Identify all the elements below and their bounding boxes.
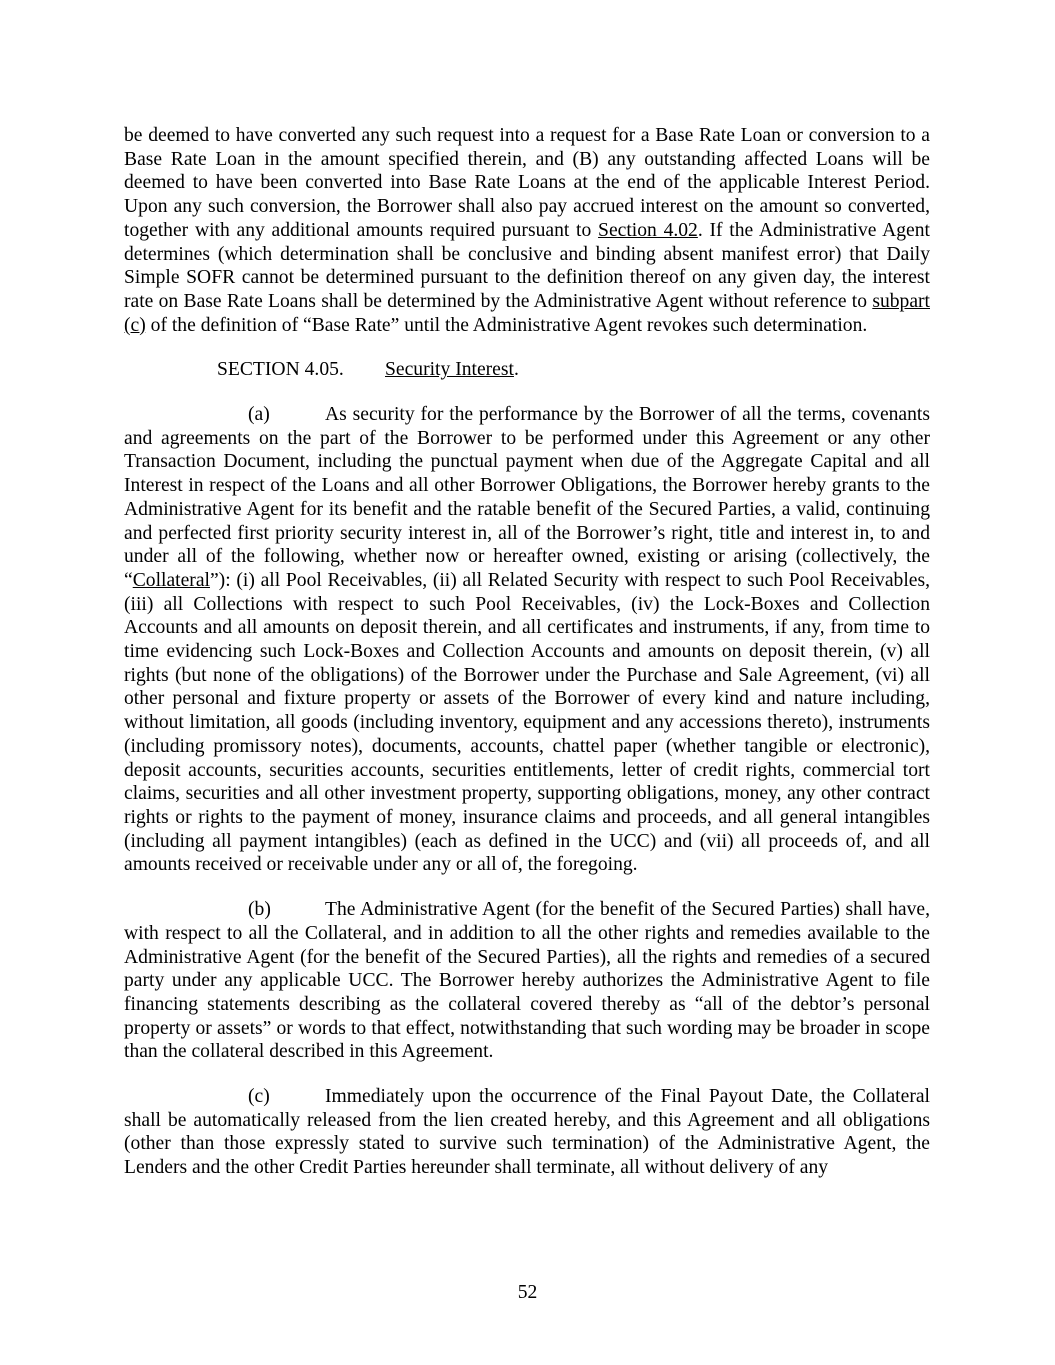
document-page	[124, 124, 930, 1201]
section-number: SECTION 4.05.	[217, 359, 344, 381]
text-segment: be deemed to have converted any such request into a request for a Base Rate Loan or conversion to a Base Rate Loan in the amount specified therein, and (B) any outstanding affected Loans will be deemed to have been converted into Base Rate Loans at the end of the applicable Interest Period. Upon any such conversion, the Borrower shall also pay accrued interest on the amount so converted, together with any additional amounts required pursuant to	[124, 125, 930, 241]
text-segment: . If the Administrative Agent determines (which determination shall be conclusive and binding absent manifest error) that Daily Simple SOFR cannot be determined pursuant to the definition thereof on any given day, the interest rate on Base Rate Loans shall be determined by the Administrative Agent without reference to	[124, 219, 930, 312]
intro-paragraph	[124, 124, 930, 337]
paragraph-label: (a)	[248, 404, 270, 426]
text-segment: As security for the performance by the Borrower of all the terms, covenants and agreements on the part of the Borrower to be performed under this Agreement or any other Transaction Document, including the punctual payment when due of the Aggregate Capital and all Interest in respect of the Loans and all other Borrower Obligations, the Borrower hereby grants to the Administrative Agent for its benefit and the ratable benefit of the Secured Parties, a valid, continuing and perfected first priority security interest in, all of the Borrower’s right, title and interest in, to and under all of the following, whether now or hereafter owned, existing or arising (collectively, the “	[124, 404, 930, 591]
paragraph-b	[124, 898, 930, 1064]
paragraph-a	[124, 403, 930, 877]
section-title: Security Interest	[385, 359, 514, 381]
page-number: 52	[517, 1282, 538, 1303]
paragraph-c	[124, 1085, 930, 1180]
subpart-reference: subpart (c)	[124, 290, 930, 336]
section-heading	[124, 358, 930, 382]
section-title-period: .	[513, 359, 519, 381]
section-reference: Section 4.02	[598, 219, 698, 241]
paragraph-label: (b)	[248, 899, 271, 921]
paragraph-label: (c)	[248, 1086, 270, 1108]
text-segment: of the definition of “Base Rate” until the Administrative Agent revokes such determination.	[145, 314, 868, 336]
text-segment: The Administrative Agent (for the benefit of the Secured Parties) shall have, with respect to all the Collateral, and in addition to all the other rights and remedies available to the Administrative Agent (for the benefit of the Secured Parties), all the rights and remedies of a secured party under any applicable UCC. The Borrower hereby authorizes the Administrative Agent to file financing statements describing as the collateral covered thereby as “all of the debtor’s personal property or assets” or words to that effect, notwithstanding that such wording may be broader in scope than the collateral described in this Agreement.	[124, 899, 930, 1063]
text-segment: ”): (i) all Pool Receivables, (ii) all Related Security with respect to such Pool Receivables, (iii) all Collections with respect to such Pool Receivables, (iv) the Lock-Boxes and Collection Accounts and all amounts on deposit therein, and all certificates and instruments, if any, from time to time evidencing such Lock-Boxes and Collection Accounts and amounts on deposit therein, (v) all rights (but none of the obligations) of the Borrower under the Purchase and Sale Agreement, (vi) all other personal and fixture property or assets of the Borrower of every kind and nature including, without limitation, all goods (including inventory, equipment and any accessions thereto), instruments (including promissory notes), documents, accounts, chattel paper (whether tangible or electronic), deposit accounts, securities accounts, securities entitlements, letter of credit rights, commercial tort claims, securities and all other investment property, supporting obligations, money, any other contract rights or rights to the payment of money, insurance claims and proceeds, and all general intangibles (including all payment intangibles) (each as defined in the UCC) and (vii) all proceeds of, and all amounts received or receivable under any or all of, the foregoing.	[124, 569, 930, 876]
defined-term: Collateral	[132, 569, 210, 591]
text-segment: Immediately upon the occurrence of the Final Payout Date, the Collateral shall be automatically released from the lien created hereby, and this Agreement and all obligations (other than those expressly stated to survive such termination) of the Administrative Agent, the Lenders and the other Credit Parties hereunder shall terminate, all without delivery of any	[124, 1086, 930, 1179]
